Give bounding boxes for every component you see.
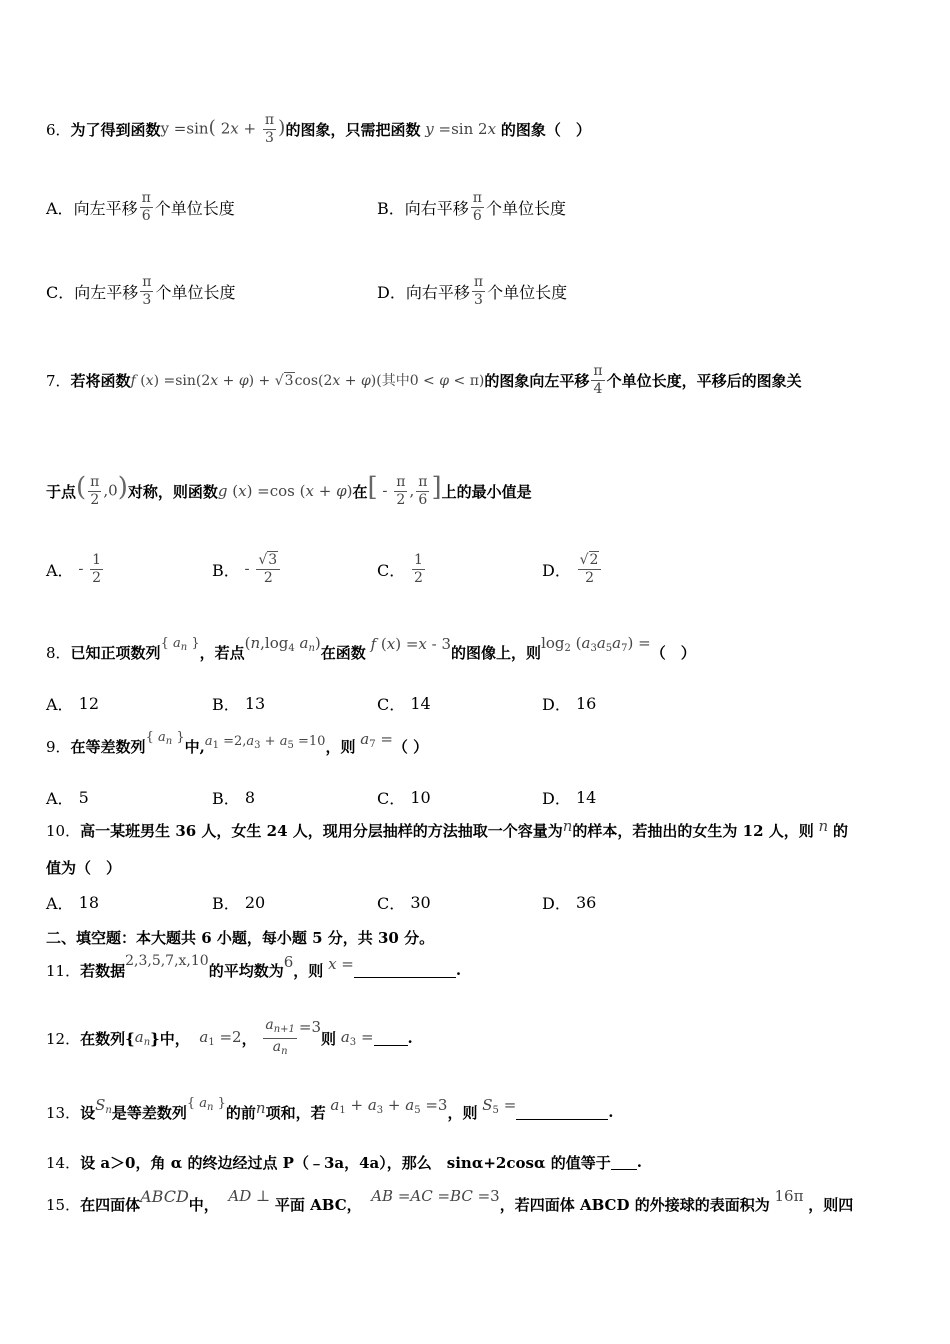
question-text: 的图象向左平移	[484, 371, 590, 390]
question-text: 的样本，若抽出的女生为 12 人，则	[572, 821, 814, 840]
question-text: （ ）	[392, 737, 429, 756]
question-10-line-2	[46, 856, 910, 878]
formula-area: 16π	[769, 1187, 809, 1205]
formula-x: x =	[328, 955, 354, 973]
question-number: 13．	[46, 1103, 81, 1122]
formula-sum-condition: $a_1 + a_3 + a_5 =3$	[330, 1096, 448, 1116]
formula-n: n	[255, 1099, 266, 1117]
formula-source-function: y =sin 2x	[425, 120, 497, 138]
formula-avg: 6	[283, 953, 294, 971]
option-value: 18	[78, 893, 100, 912]
option-d[interactable]	[542, 786, 596, 809]
option-label: A．	[46, 894, 74, 913]
question-text: 中,	[184, 737, 205, 756]
formula-n: n	[813, 817, 833, 835]
question-text: 项和，若	[265, 1103, 326, 1122]
formula-an: $a_n$	[134, 1028, 151, 1048]
option-a[interactable]	[46, 552, 105, 587]
section-heading	[46, 926, 910, 948]
formula-log: $\log_2 (a_3a_5a_7)$ =	[541, 634, 651, 654]
question-text: 若将函数	[70, 371, 131, 390]
period: .	[455, 961, 462, 979]
question-text: ，则	[293, 961, 324, 980]
question-text: 在函数	[320, 643, 366, 662]
option-label: A．	[46, 789, 74, 808]
option-a[interactable]	[46, 891, 99, 914]
fraction-pi-6: $\frac{\pi}{6}$	[141, 190, 151, 224]
formula-option: - $\frac{√3}{2}$	[240, 552, 282, 587]
question-number: 15．	[46, 1195, 81, 1214]
question-7	[46, 358, 910, 402]
formula-sn: $S_n$	[95, 1096, 112, 1116]
question-number: 7．	[46, 371, 71, 390]
question-13	[46, 1092, 910, 1132]
question-text: 上的最小值是	[441, 482, 532, 501]
formula-option: $\frac{√2}{2}$	[571, 552, 604, 587]
option-value: 10	[410, 788, 431, 807]
formula-f: f (x) =x - 3	[370, 635, 452, 653]
formula-g: g (x) =cos (x + φ)	[217, 482, 353, 500]
option-label: B．	[212, 695, 240, 714]
option-text: 个单位长度	[155, 283, 236, 302]
question-number: 11．	[46, 961, 81, 980]
option-value: 5	[78, 788, 89, 807]
question-text: 的图象，只需把函数	[285, 120, 421, 139]
option-label: D．	[542, 561, 571, 580]
question-text: 的图像上，则	[451, 643, 542, 662]
question-number: 8．	[46, 643, 71, 662]
option-label: B．	[377, 199, 405, 218]
question-text: ，若点	[199, 643, 245, 662]
option-text: 个单位长度	[154, 199, 235, 218]
question-text: 于点	[46, 482, 77, 501]
option-b[interactable]	[377, 190, 566, 225]
formula-option: - $\frac{1}{2}$	[73, 552, 102, 586]
question-text: 则	[321, 1029, 337, 1048]
question-number: 12．	[46, 1029, 81, 1048]
option-c[interactable]	[46, 274, 235, 309]
option-label: D．	[542, 695, 571, 714]
option-a[interactable]	[46, 692, 99, 715]
period: .	[636, 1153, 642, 1171]
formula-ratio: $\frac{a_{n+1}}{a_n}$ =3	[265, 1016, 322, 1057]
option-label: D．	[542, 894, 571, 913]
question-number: 14．	[46, 1153, 81, 1172]
question-text: 个单位长度，平移后的图象关	[606, 371, 802, 390]
option-label: A．	[46, 695, 74, 714]
question-text: 高一某班男生 36 人，女生 24 人，现用分层抽样的方法抽取一个容量为	[80, 821, 563, 840]
option-label: B．	[212, 789, 240, 808]
option-label: C．	[377, 561, 406, 580]
option-a[interactable]	[46, 190, 235, 225]
question-9	[46, 728, 910, 764]
option-value: 20	[244, 893, 266, 912]
section-title: 二、填空题：本大题共 6 小题，每小题 5 分，共 30 分。	[46, 928, 435, 947]
option-label: B．	[212, 894, 240, 913]
answer-blank[interactable]	[516, 1105, 608, 1120]
formula-f: f (x) =sin(2x + φ) + √3cos(2x + φ)(其中0 < φ < π)	[130, 373, 485, 389]
fraction-pi-6: $\frac{\pi}{6}$	[472, 190, 482, 224]
fraction-pi-4: $\frac{\pi}{4}$	[593, 362, 603, 397]
option-b[interactable]	[212, 692, 265, 715]
question-12	[46, 1010, 910, 1066]
option-label: A．	[46, 561, 74, 580]
option-value: 14	[410, 694, 431, 713]
option-b[interactable]	[212, 552, 282, 587]
question-15	[46, 1184, 910, 1224]
question-text: ，若四面体 ABCD 的外接球的表面积为	[499, 1195, 770, 1214]
paren-text: 其中	[381, 373, 410, 389]
option-c[interactable]	[377, 891, 431, 914]
period: .	[407, 1029, 413, 1047]
question-14	[46, 1150, 910, 1174]
option-c[interactable]	[377, 552, 427, 587]
fraction-pi-3: $\frac{\pi}{3}$	[473, 274, 484, 308]
option-label: D．	[377, 283, 406, 302]
question-text: 为了得到函数	[70, 120, 161, 139]
question-10	[46, 818, 910, 842]
question-11	[46, 950, 910, 990]
formula-n: n	[562, 817, 573, 835]
option-value: 13	[244, 694, 266, 713]
question-text: 在四面体	[80, 1195, 141, 1214]
question-text: （ ）	[650, 643, 696, 662]
question-text: }中，	[150, 1029, 190, 1048]
option-text: 个单位长度	[485, 199, 566, 218]
question-text: 若数据	[80, 961, 126, 980]
formula-a1: $a_1 =2$	[199, 1028, 242, 1048]
formula-interval: [ - $\frac{\pi}{2}$ , $\frac{\pi}{6}$ ]	[367, 472, 442, 508]
option-label: C．	[377, 789, 406, 808]
formula-equal-sides: AB =AC =BC =3	[371, 1187, 500, 1205]
formula-a7: $a_7$ =	[360, 730, 393, 750]
option-value: 30	[410, 893, 431, 912]
formula-condition: $a_1 =2,a_3 + a_5 =10$	[204, 733, 326, 751]
formula-perp: AD ⊥	[228, 1187, 275, 1205]
formula-sequence: { $a_n$ }	[160, 635, 200, 653]
option-text: 个单位长度	[487, 283, 568, 302]
question-text: 的图象（ ）	[500, 120, 591, 139]
question-text: 值为（ ）	[46, 858, 122, 877]
question-text: ，	[241, 1029, 257, 1048]
option-label: C．	[46, 283, 75, 302]
question-text: 在等差数列	[70, 737, 146, 756]
answer-blank[interactable]	[611, 1155, 637, 1170]
option-label: C．	[377, 894, 406, 913]
option-label: A．	[46, 199, 74, 218]
option-c[interactable]	[377, 692, 431, 715]
question-text: 在	[352, 482, 368, 501]
question-text: ，则四	[808, 1195, 854, 1214]
question-7-line-2	[46, 466, 910, 516]
option-text: 向右平移	[405, 283, 470, 302]
question-text: 在数列{	[80, 1029, 135, 1048]
formula-option: $\frac{1}{2}$	[414, 552, 423, 586]
formula-a3: $a_3$ =	[340, 1028, 374, 1048]
option-label: D．	[542, 789, 571, 808]
option-label: C．	[377, 695, 406, 714]
option-d[interactable]	[542, 891, 596, 914]
option-value: 16	[575, 694, 597, 713]
question-text: ，则	[447, 1103, 478, 1122]
question-text: 是等差数列	[111, 1103, 187, 1122]
question-text: 设	[80, 1103, 96, 1122]
option-value: 12	[78, 694, 100, 713]
question-number: 9．	[46, 737, 71, 756]
option-b[interactable]	[212, 891, 265, 914]
option-value: 8	[244, 788, 256, 807]
formula-sequence: { $a_n$ }	[186, 1095, 226, 1113]
formula-sequence: { $a_n$ }	[145, 729, 185, 747]
formula-abcd: ABCD	[140, 1186, 189, 1206]
option-d[interactable]	[542, 692, 596, 715]
formula-target-function: y =sin( 2x + $\frac{\pi}{3}$ )	[160, 111, 286, 146]
formula-point: ( $\frac{\pi}{2}$ ,0)	[76, 472, 128, 508]
option-d[interactable]	[377, 274, 567, 309]
fraction-pi-3: $\frac{\pi}{3}$	[142, 274, 152, 308]
question-8	[46, 630, 910, 674]
formula-s5: $S_5$ =	[482, 1096, 517, 1116]
question-text: 对称，则函数	[127, 482, 218, 501]
question-text: 的平均数为	[208, 961, 284, 980]
option-d[interactable]	[542, 552, 603, 587]
option-b[interactable]	[212, 786, 255, 809]
option-text: 向左平移	[74, 283, 139, 302]
question-text: 已知正项数列	[70, 643, 161, 662]
answer-blank[interactable]	[354, 963, 456, 978]
question-6	[46, 108, 910, 150]
option-c[interactable]	[377, 786, 431, 809]
option-a[interactable]	[46, 786, 89, 809]
option-value: 14	[575, 788, 597, 807]
question-text: 的	[832, 821, 848, 840]
question-text: 平面 ABC，	[274, 1195, 362, 1214]
answer-blank[interactable]	[374, 1031, 408, 1046]
period: .	[608, 1103, 614, 1121]
option-text: 向左平移	[73, 199, 138, 218]
option-text: 向右平移	[404, 199, 469, 218]
question-text: 的前	[225, 1103, 256, 1122]
question-number: 10．	[46, 821, 81, 840]
question-number: 6．	[46, 120, 71, 139]
option-value: 36	[575, 893, 597, 912]
question-text: 中，	[188, 1195, 219, 1214]
option-label: B．	[212, 561, 240, 580]
formula-point: ($n,\log_4$ $a_n$)	[244, 634, 321, 654]
question-text: ，则	[325, 737, 356, 756]
question-text: 设 a＞0，角 α 的终边经过点 P（﹣3a，4a），那么 sinα+2cosα 的值等于	[80, 1153, 611, 1172]
formula-data: 2,3,5,7,x,10	[125, 953, 209, 969]
